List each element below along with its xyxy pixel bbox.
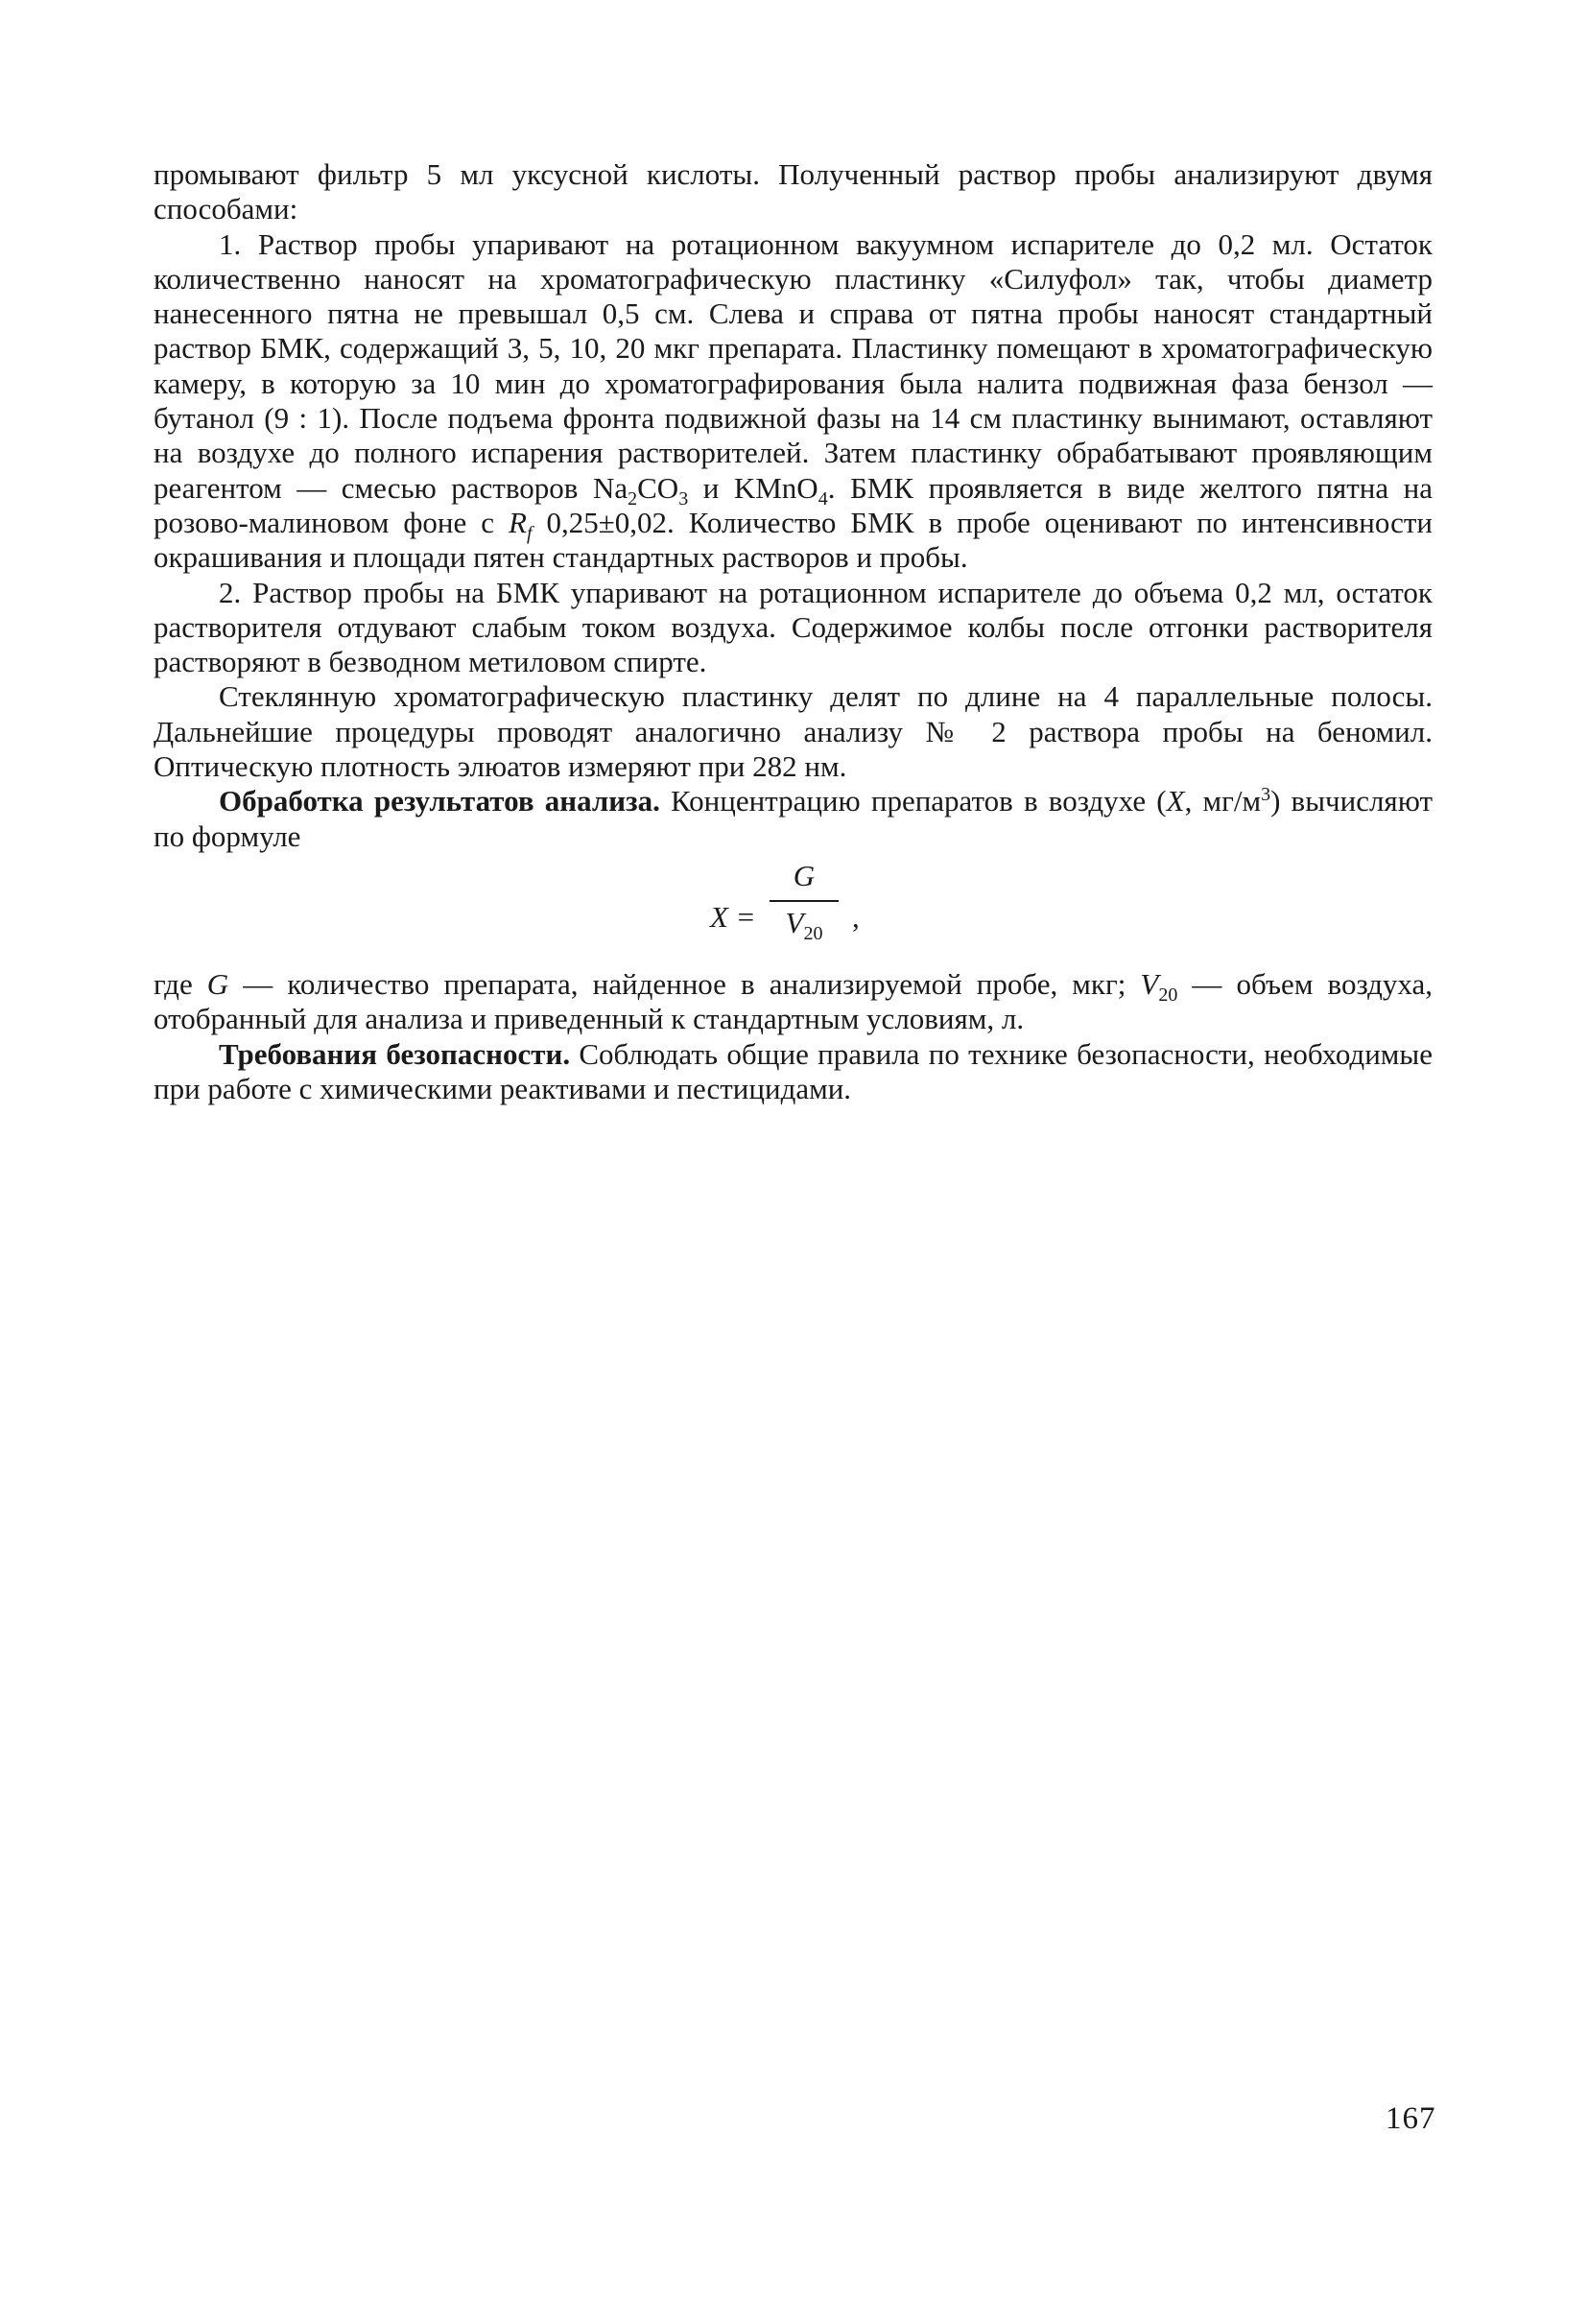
processing-text-a: Концентрацию препаратов в воздухе ( bbox=[659, 784, 1167, 818]
formula-numerator: G bbox=[793, 858, 816, 892]
subscript: 3 bbox=[678, 487, 689, 510]
fraction-bar bbox=[770, 900, 839, 902]
formula-fraction bbox=[770, 858, 839, 942]
where-text-a: где bbox=[154, 966, 207, 1001]
formula-denominator-subscript: 20 bbox=[803, 922, 823, 944]
safety-heading: Требования безопасности. bbox=[219, 1036, 571, 1071]
variable-x: X bbox=[1166, 784, 1185, 818]
processing-text-b: , мг/м bbox=[1184, 784, 1262, 818]
variable-g: G bbox=[206, 966, 229, 1001]
method-1-paragraph bbox=[154, 227, 1433, 576]
method-2-paragraph: 2. Раствор пробы на БМК упаривают на ротационном испарителе до объема 0,2 мл, остаток растворителя отдувают слабым током воздуха. Содержимое колбы после отгонки растворителя растворяют в безводном метиловом спирте. bbox=[154, 575, 1433, 679]
plate-paragraph: Стеклянную хроматографическую пластинку делят по длине на 4 параллельные полосы. Дальнейшие процедуры проводят аналогично анализу № 2 раствора пробы на беномил. Оптическую плотность элюатов измеряют при 282 нм. bbox=[154, 679, 1433, 784]
subscript: 2 bbox=[628, 487, 638, 510]
processing-heading: Обработка результатов анализа. bbox=[219, 784, 660, 818]
method-1-text-d: . БМК проявляется в виде желтого пятна на розово-малиновом фоне с bbox=[154, 470, 1433, 539]
method-1-text-a: 1. Раствор пробы упаривают на ротационном вакуумном испарителе до 0,2 мл. Остаток количественно наносят на хроматографическую пластинку «Силуфол» так, чтобы диаметр нанесенного пятна не превышал 0,5 см. Слева и справа от пятна пробы наносят стандартный раствор БМК, содержащий 3, 5, 10, 20 мкг препарата. Пластинку помещают в хроматографическую камеру, в которую за 10 мин до хроматографирования была налита подвижная фаза бензол — бутанол (9 : 1). После подъема фронта подвижной фазы на 14 см пластинку вынимают, оставляют на воздухе до полного испарения растворителей. Затем пластинку обрабатывают проявляющим реагентом — смесью растворов Na bbox=[154, 226, 1433, 505]
rf-symbol: R bbox=[509, 505, 527, 539]
subscript: 4 bbox=[818, 487, 828, 510]
safety-text: Соблюдать общие правила по технике безопасности, необходимые при работе с химическими реактивами и пестицидами. bbox=[154, 1036, 1434, 1105]
method-1-text-c: и KMnO bbox=[688, 470, 818, 505]
method-1-text-e: 0,25±0,02. Количество БМК в пробе оценивают по интенсивности окрашивания и площади пятен стандартных растворов и пробы. bbox=[154, 505, 1433, 575]
superscript: 3 bbox=[1261, 784, 1271, 806]
formula-lhs: X = bbox=[710, 899, 756, 934]
formula-comma: , bbox=[852, 899, 860, 934]
variable-v: V bbox=[1140, 966, 1159, 1001]
formula bbox=[154, 858, 1433, 958]
page-body bbox=[154, 157, 1433, 1106]
where-text-b: — количество препарата, найденное в анализируемой пробе, мкг; bbox=[228, 966, 1141, 1001]
rf-subscript: f bbox=[526, 522, 533, 544]
subscript: 20 bbox=[1158, 984, 1178, 1006]
subscript bbox=[527, 523, 533, 544]
method-1-text-b: CO bbox=[637, 470, 679, 505]
processing-paragraph bbox=[154, 784, 1433, 854]
formula-denominator-var: V bbox=[785, 905, 804, 939]
page-number: 167 bbox=[1386, 2101, 1436, 2136]
formula-denominator bbox=[770, 904, 839, 942]
where-paragraph bbox=[154, 967, 1433, 1037]
intro-paragraph: промывают фильтр 5 мл уксусной кислоты. Полученный раствор пробы анализируют двумя способами: bbox=[154, 157, 1433, 226]
processing-text-c: ) вычисляют по формуле bbox=[154, 784, 1433, 853]
safety-paragraph bbox=[154, 1037, 1433, 1107]
where-text-c: — объем воздуха, отобранный для анализа и приведенный к стандартным условиям, л. bbox=[154, 966, 1434, 1036]
